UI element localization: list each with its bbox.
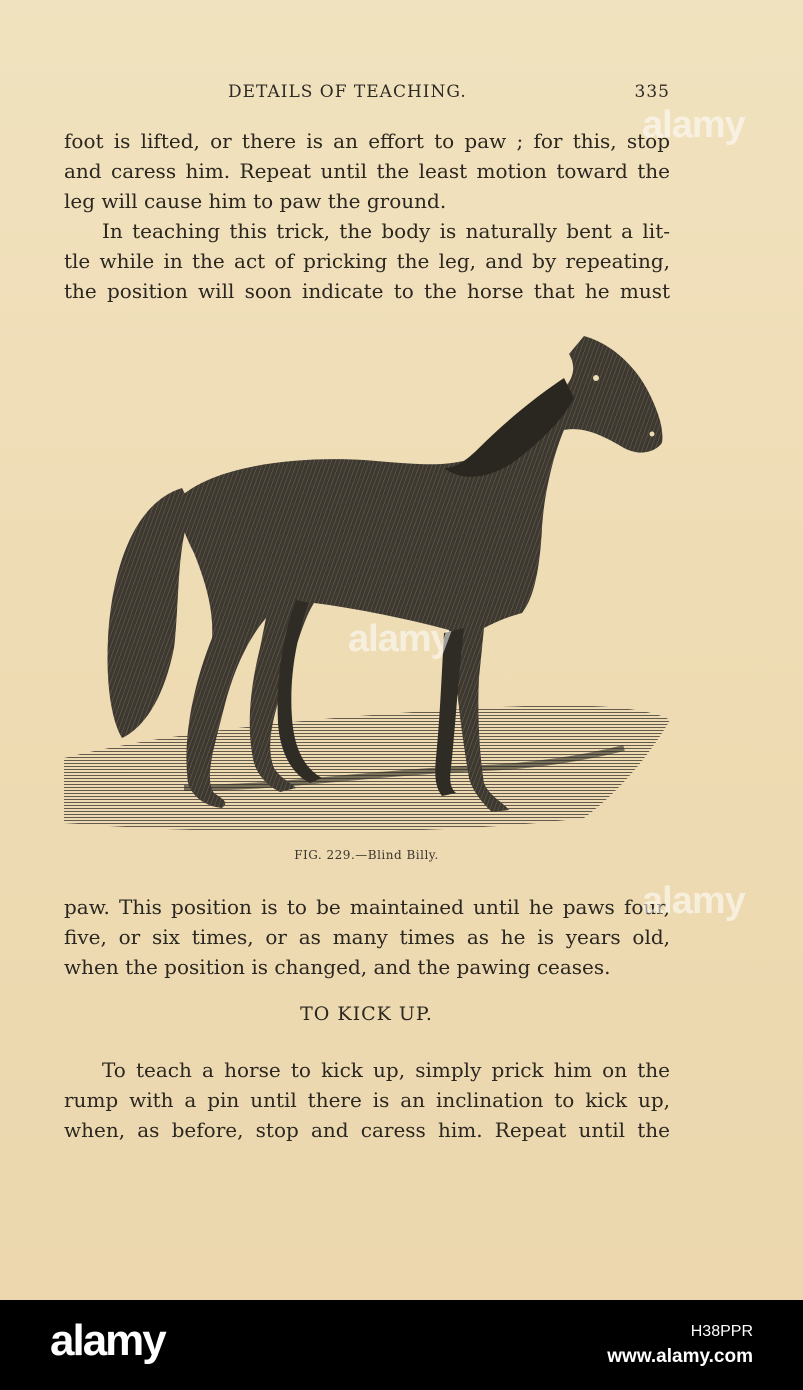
- watermark: alamy: [642, 880, 745, 922]
- page-header: [64, 82, 670, 108]
- paragraph-1: [64, 126, 670, 306]
- page-number: 335: [634, 82, 670, 102]
- text-line: when, as before, stop and caress him. Repeat until the: [64, 1118, 670, 1142]
- paragraph-2: [64, 892, 670, 982]
- figure-caption: FIG. 229.—Blind Billy.: [294, 848, 439, 862]
- text-line: In teaching this trick, the body is naturally bent a lit-: [102, 219, 670, 243]
- text-line: the position will soon indicate to the horse that he must: [64, 279, 670, 303]
- text-line: To teach a horse to kick up, simply prick him on the: [102, 1058, 670, 1082]
- text-line: paw. This position is to be maintained until he paws four,: [64, 895, 670, 919]
- watermark: alamy: [348, 618, 451, 660]
- running-head: DETAILS OF TEACHING.: [228, 82, 467, 102]
- paragraph-3: [64, 1055, 670, 1145]
- text-line: five, or six times, or as many times as he is years old,: [64, 925, 670, 949]
- alamy-logo: alamy: [50, 1316, 165, 1365]
- watermark: alamy: [642, 104, 745, 146]
- text-line: tle while in the act of pricking the leg, and by repeating,: [64, 249, 670, 273]
- site-url[interactable]: www.alamy.com: [607, 1346, 753, 1367]
- text-line: when the position is changed, and the pawing ceases.: [64, 955, 611, 979]
- horse-figure: [64, 318, 670, 843]
- text-line: foot is lifted, or there is an effort to paw ; for this, stop: [64, 129, 670, 153]
- text-line: and caress him. Repeat until the least motion toward the: [64, 159, 670, 183]
- horse-engraving-icon: [64, 318, 670, 843]
- section-heading: TO KICK UP.: [300, 1003, 433, 1025]
- text-line: rump with a pin until there is an inclination to kick up,: [64, 1088, 670, 1112]
- image-id: H38PPR: [690, 1323, 753, 1340]
- text-line: leg will cause him to paw the ground.: [64, 189, 447, 213]
